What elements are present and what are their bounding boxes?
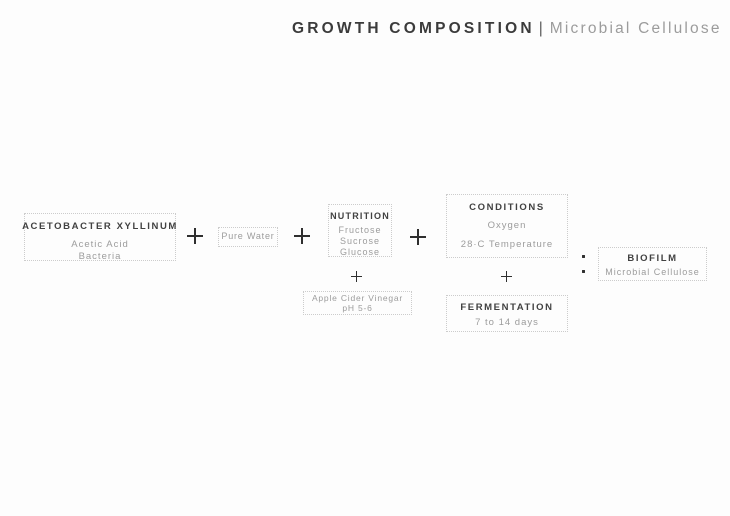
nutrition-sub bbox=[338, 225, 381, 258]
title-primary: GROWTH COMPOSITION bbox=[292, 20, 535, 37]
plus-icon bbox=[351, 271, 362, 282]
plus-icon bbox=[501, 271, 512, 282]
conditions-box bbox=[446, 194, 568, 258]
acetobacter-line-1: Acetic Acid bbox=[71, 239, 129, 250]
biofilm-title: BIOFILM bbox=[627, 253, 678, 264]
nutrition-line-2: Sucrose bbox=[339, 236, 380, 246]
biofilm-box bbox=[598, 247, 707, 281]
apple-cider-sub bbox=[312, 293, 403, 313]
equals-dot-icon bbox=[582, 270, 585, 273]
pure-water-box bbox=[218, 227, 278, 247]
acetobacter-line-2: Bacteria bbox=[78, 250, 122, 262]
nutrition-title: NUTRITION bbox=[330, 211, 390, 221]
fermentation-line: 7 to 14 days bbox=[475, 317, 539, 328]
nutrition-line-1: Fructose bbox=[338, 225, 382, 235]
apple-cider-line-1: Apple Cider Vinegar bbox=[311, 293, 404, 303]
acetobacter-box bbox=[24, 213, 176, 261]
apple-cider-line-2: pH 5-6 bbox=[342, 303, 373, 313]
nutrition-box bbox=[328, 204, 392, 257]
conditions-title: CONDITIONS bbox=[469, 202, 545, 213]
nutrition-line-3: Glucose bbox=[339, 247, 380, 257]
page-title bbox=[292, 20, 722, 38]
conditions-line-2: 28·C Temperature bbox=[460, 238, 554, 250]
conditions-line-1: Oxygen bbox=[487, 220, 527, 231]
acetobacter-title: ACETOBACTER XYLLINUM bbox=[22, 221, 178, 232]
equals-dot-icon bbox=[582, 255, 585, 258]
title-secondary: Microbial Cellulose bbox=[549, 20, 722, 37]
fermentation-box bbox=[446, 295, 568, 332]
acetobacter-sub bbox=[71, 239, 128, 262]
fermentation-title: FERMENTATION bbox=[460, 302, 554, 313]
title-separator: | bbox=[538, 20, 543, 37]
plus-icon bbox=[410, 229, 426, 245]
plus-icon bbox=[294, 228, 310, 244]
plus-icon bbox=[187, 228, 203, 244]
biofilm-line: Microbial Cellulose bbox=[605, 267, 700, 277]
apple-cider-vinegar-box bbox=[303, 291, 412, 315]
pure-water-label: Pure Water bbox=[221, 231, 275, 242]
